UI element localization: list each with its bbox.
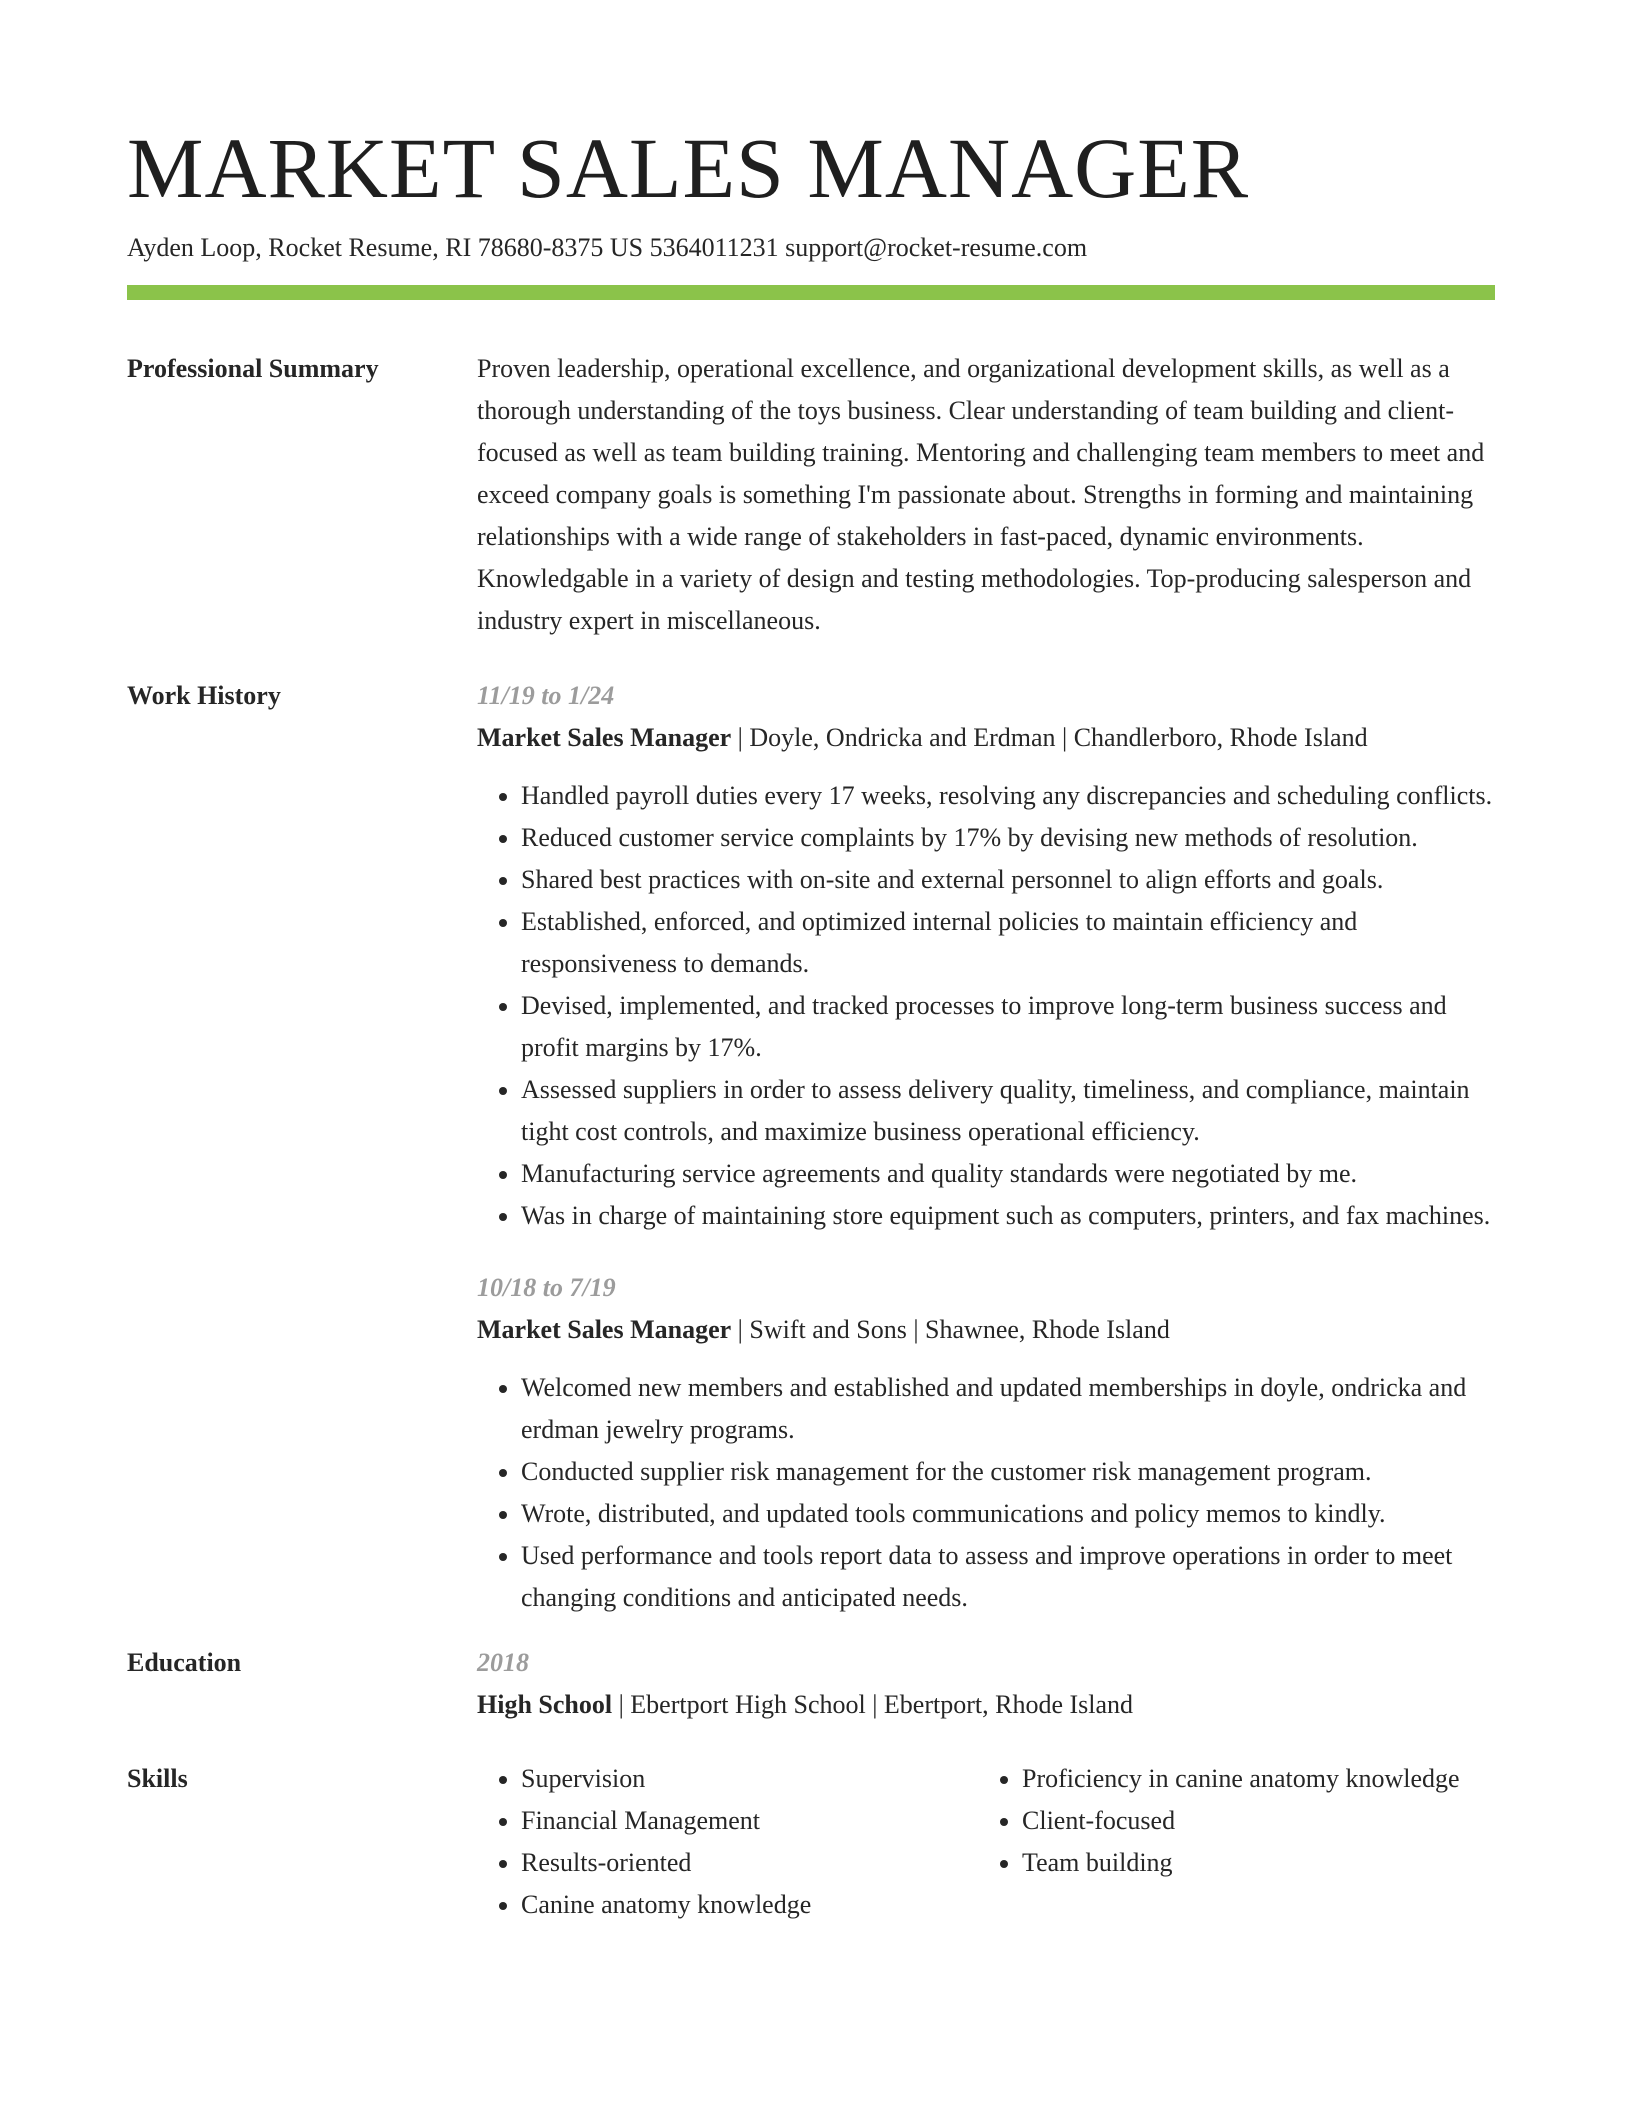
job-dates: 10/18 to 7/19 [477,1273,616,1302]
list-item: • Financial Management [521,1800,978,1842]
list-item: • Established, enforced, and optimized internal policies to maintain efficiency and responsiveness to demands. [521,901,1495,985]
skills-grid [477,1758,1495,1926]
list-item: • Devised, implemented, and tracked processes to improve long-term business success and profit margins by 17%. [521,985,1495,1069]
education-section [127,1642,1495,1726]
page-title: MARKET SALES MANAGER [127,120,1250,216]
resume-page [127,118,1495,1926]
list-item: • Used performance and tools report data to assess and improve operations in order to meet changing conditions and anticipated needs. [521,1535,1495,1619]
degree: High School [477,1690,613,1719]
work-history-body [477,675,1495,1619]
job-heading [477,1309,1495,1351]
list-item: • Client-focused [1022,1800,1479,1842]
section-heading: Professional Summary [127,354,379,383]
section-heading: Work History [127,681,281,710]
contact-line: Ayden Loop, Rocket Resume, RI 78680-8375 US 5364011231 support@rocket-resume.com [127,233,1088,262]
section-heading: Education [127,1648,242,1677]
list-item: • Assessed suppliers in order to assess delivery quality, timeliness, and compliance, maintain tight cost controls, and maximize business operational efficiency. [521,1069,1495,1153]
job-heading [477,717,1495,759]
work-history-section [127,675,1495,1619]
job-title: Market Sales Manager [477,723,732,752]
job-entry [477,675,1495,1237]
accent-divider [127,285,1495,300]
list-item: • Results-oriented [521,1842,978,1884]
list-item: • Handled payroll duties every 17 weeks, resolving any discrepancies and scheduling conflicts. [521,775,1495,817]
skills-section [127,1758,1495,1926]
education-body [477,1642,1495,1726]
education-details: | Ebertport High School | Ebertport, Rhode Island [612,1690,1134,1719]
job-details: | Doyle, Ondricka and Erdman | Chandlerboro, Rhode Island [731,723,1368,752]
skills-list-right [978,1758,1479,1926]
job-bullets [477,1367,1495,1619]
list-item: • Was in charge of maintaining store equipment such as computers, printers, and fax machines. [521,1195,1495,1237]
job-details: | Swift and Sons | Shawnee, Rhode Island [731,1315,1170,1344]
job-title: Market Sales Manager [477,1315,732,1344]
section-heading: Skills [127,1764,188,1793]
job-bullets [477,775,1495,1237]
skills-list-left [477,1758,978,1926]
list-item: • Supervision [521,1758,978,1800]
education-heading [477,1684,1495,1726]
job-dates: 11/19 to 1/24 [477,681,615,710]
list-item: • Conducted supplier risk management for the customer risk management program. [521,1451,1495,1493]
list-item: • Proficiency in canine anatomy knowledge [1022,1758,1479,1800]
list-item: • Shared best practices with on-site and external personnel to align efforts and goals. [521,859,1495,901]
list-item: • Manufacturing service agreements and quality standards were negotiated by me. [521,1153,1495,1195]
list-item: • Reduced customer service complaints by 17% by devising new methods of resolution. [521,817,1495,859]
education-year: 2018 [477,1648,529,1677]
list-item: • Canine anatomy knowledge [521,1884,978,1926]
list-item: • Welcomed new members and established and updated memberships in doyle, ondricka and erdman jewelry programs. [521,1367,1495,1451]
summary-section [127,348,1495,642]
list-item: • Team building [1022,1842,1479,1884]
summary-text: Proven leadership, operational excellence, and organizational development skills, as well as a thorough understanding of the toys business. Clear understanding of team building and client-focused as well as team building training. Mentoring and challenging team members to meet and exceed company goals is something I'm passionate about. Strengths in forming and maintaining relationships with a wide range of stakeholders in fast-paced, dynamic environments. Knowledgable in a variety of design and testing methodologies. Top-producing salesperson and industry expert in miscellaneous. [477,354,1485,635]
job-entry [477,1267,1495,1619]
list-item: • Wrote, distributed, and updated tools communications and policy memos to kindly. [521,1493,1495,1535]
